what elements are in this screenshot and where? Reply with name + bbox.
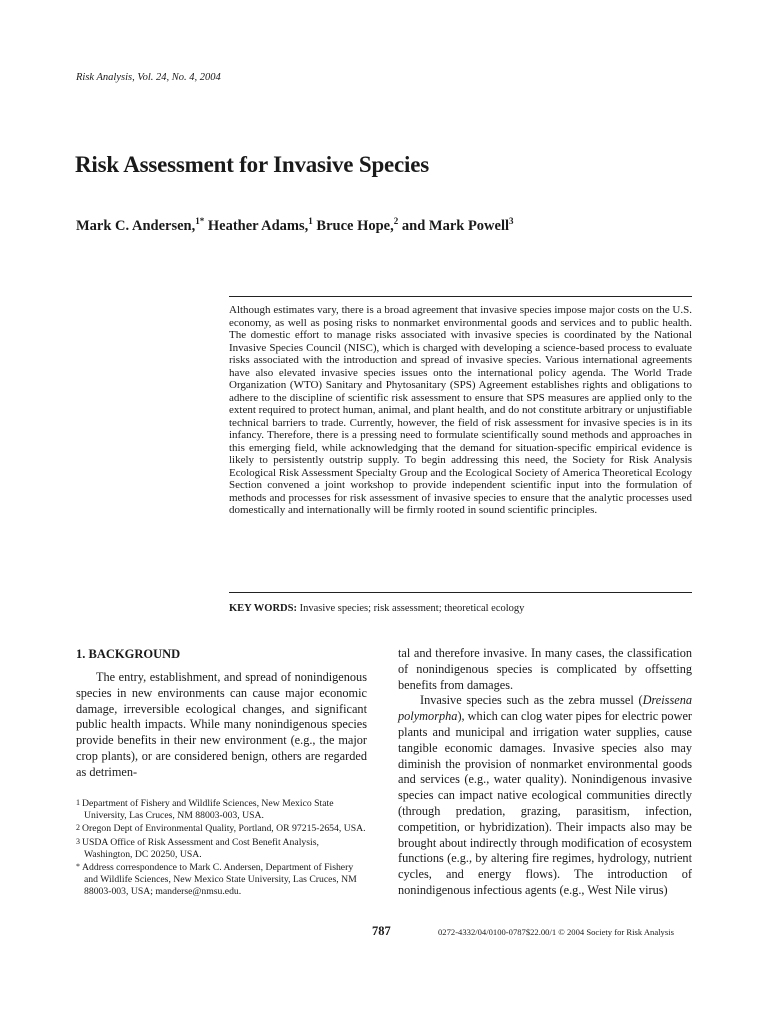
author-affiliation-mark: 1*	[195, 216, 205, 226]
copyright-line: 0272-4332/04/0100-0787$22.00/1 © 2004 Society for Risk Analysis	[438, 927, 674, 937]
footnote	[76, 797, 367, 822]
author-name: Mark C. Andersen,	[76, 218, 196, 234]
footnote-text: Address correspondence to Mark C. Andersen, Department of Fishery and Wildlife Sciences, New Mexico State University, Las Cruces, NM 88003-003, USA; manderse@nmsu.edu.	[82, 862, 357, 898]
footnote-mark: 2	[76, 823, 80, 833]
footnote-text: Department of Fishery and Wildlife Sciences, New Mexico State University, Las Cruces, NM 88003-003, USA.	[82, 798, 334, 822]
abstract-top-rule	[229, 296, 692, 297]
body-text: Invasive species such as the zebra mussel (	[420, 693, 643, 708]
footnote	[76, 836, 367, 861]
footnotes	[76, 797, 367, 899]
section-heading: 1. BACKGROUND	[76, 647, 181, 661]
body-paragraph	[398, 693, 692, 898]
author-name: Mark Powell	[428, 218, 510, 234]
body-column-right	[398, 646, 692, 899]
author-name: Heather Adams,	[207, 218, 309, 234]
footnote-mark: *	[76, 862, 80, 872]
footnote-text: Oregon Dept of Environmental Quality, Portland, OR 97215-2654, USA.	[82, 823, 366, 835]
abstract-bottom-rule	[229, 592, 692, 593]
footnote	[76, 861, 367, 899]
abstract: Although estimates vary, there is a broad agreement that invasive species impose major costs on the U.S. economy, as well as posing risks to nonmarket environmental goods and services and to public health. The domestic effort to manage risks associated with invasive species is coordinated by the National Invasive Species Council (NISC), which is charged with developing a science-based process to evaluate risks associated with the introduction and spread of invasive species. Various international agreements have also elevated invasive species issues onto the international policy agenda. The World Trade Organization (WTO) Sanitary and Phytosanitary (SPS) Agreement establishes rights and obligations to adhere to the discipline of scientific risk assessment to ensure that SPS measures are applied only to the extent required to protect human, animal, and plant health, and do not constitute arbitrary or unjustifiable technical barriers to trade. Currently, however, the field of risk assessment for invasive species is in its infancy. Therefore, there is a pressing need to formulate scientifically sound methods and approaches in this emerging field, while acknowledging that the demand for situation-specific empirical evidence is likely to persistently outstrip supply. To begin addressing this need, the Society for Risk Analysis Ecological Risk Assessment Specialty Group and the Ecological Society of America Theoretical Ecology Section convened a joint workshop to provide independent scientific input into the formulation of methods and processes for risk assessment of invasive species to ensure that the analytic processes used domestically and internationally will be firmly rooted in sound scientific principles.	[229, 304, 692, 516]
body-text: ), which can clog water pipes for electric power plants and municipal and irrigation water supplies, cause tangible economic damages. Invasive species also may diminish the provision of nonmarket environmental goods and services (e.g., water quality). Nonindigenous invasive species can impact native ecological communities directly (through predation, grazing, parasitism, infection, competition, or hybridization). Their impacts also may be brought about indirectly through modification of ecosystem functions (e.g., by altering fire regimes, hydrology, nutrient cycles, and energy flows). The introduction of nonindigenous infectious agents (e.g., West Nile virus)	[398, 709, 692, 897]
body-paragraph-left: The entry, establishment, and spread of nonindigenous species in new environments can cause major economic damage, irreversible ecological changes, and significant public health impacts. While many nonindigenous species provide benefits in their new environment (e.g., the major crop plants), or are considered benign, others are regarded as detrimen-	[76, 670, 367, 779]
species-name: Dreissena polymorpha	[398, 693, 692, 724]
keywords-label: KEY WORDS:	[229, 603, 297, 614]
footnote-text: USDA Office of Risk Assessment and Cost Benefit Analysis, Washington, DC 20250, USA.	[82, 836, 319, 860]
author-affiliation-mark: 2	[393, 216, 399, 226]
author-affiliation-mark: 3	[509, 216, 514, 226]
author-name: Bruce Hope,	[316, 218, 394, 234]
page-number: 787	[372, 924, 391, 938]
keywords	[229, 603, 524, 614]
footnote	[76, 822, 367, 835]
footnote-mark: 3	[76, 836, 80, 846]
author-affiliation-mark: 1	[308, 216, 313, 226]
paper-title: Risk Assessment for Invasive Species	[75, 152, 430, 177]
keywords-text: Invasive species; risk assessment; theoretical ecology	[299, 603, 525, 614]
body-paragraph: tal and therefore invasive. In many cases, the classification of nonindigenous species is complicated by offsetting benefits from damages.	[398, 646, 692, 692]
author-list	[76, 218, 514, 235]
footnote-mark: 1	[76, 798, 80, 807]
journal-citation: Risk Analysis, Vol. 24, No. 4, 2004	[76, 72, 221, 83]
author-separator: and	[398, 218, 429, 234]
